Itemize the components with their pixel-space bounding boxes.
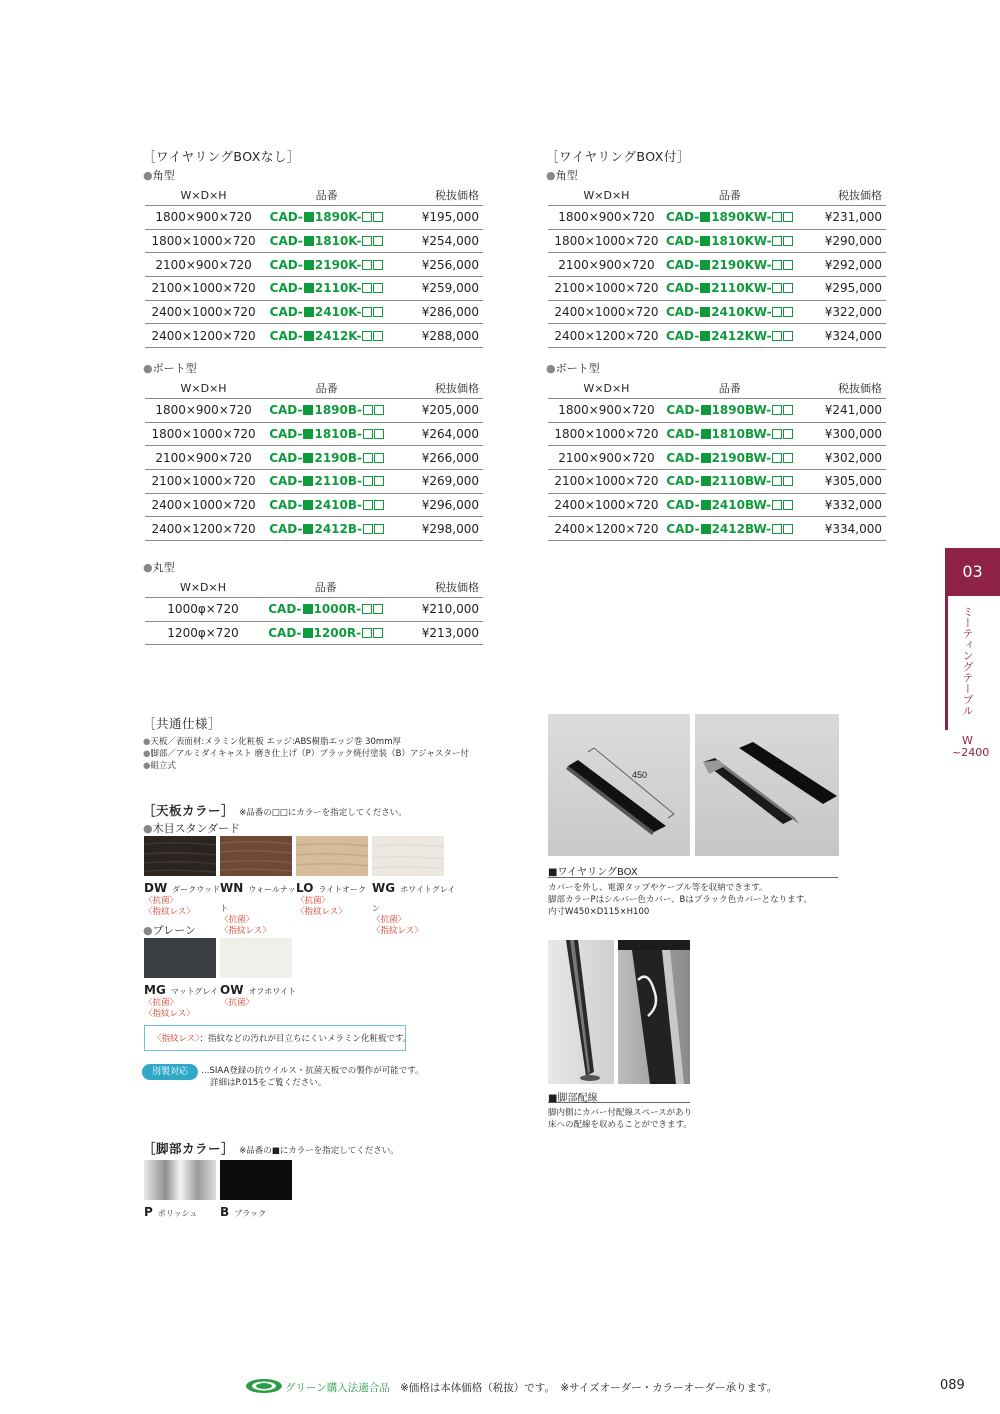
product-code-cell: CAD- 2190K- bbox=[262, 253, 391, 277]
table-row bbox=[145, 598, 483, 622]
table-row bbox=[548, 446, 886, 470]
price-cell: ¥269,000 bbox=[391, 470, 483, 494]
top-color-placeholder-icon bbox=[373, 628, 383, 638]
size-cell: 1000φ×720 bbox=[145, 598, 261, 622]
table-row bbox=[145, 470, 483, 494]
column-header: 税抜価格 bbox=[838, 382, 882, 395]
product-code-cell: CAD- 2410KW- bbox=[665, 300, 795, 324]
size-cell: 2100×1000×720 bbox=[548, 277, 665, 301]
top-color-placeholder-icon bbox=[363, 405, 373, 415]
leg-color-header bbox=[143, 1138, 399, 1157]
product-code-cell: CAD- 2410K- bbox=[262, 300, 391, 324]
table-header-row bbox=[548, 185, 886, 206]
price-cell: ¥205,000 bbox=[391, 399, 483, 423]
price-cell: ¥254,000 bbox=[391, 229, 483, 253]
product-code-cell: CAD- 2410B- bbox=[262, 493, 391, 517]
swatch-label-wn: WN ウォールナット 〈抗菌〉 〈指紋レス〉 bbox=[220, 881, 296, 936]
fingerprint-note-box bbox=[144, 1025, 412, 1051]
price-cell: ¥296,000 bbox=[391, 493, 483, 517]
swatch-off-white bbox=[220, 938, 292, 978]
column-header: 品番 bbox=[718, 382, 741, 395]
top-color-placeholder-icon bbox=[362, 307, 372, 317]
size-cell: 1800×900×720 bbox=[548, 206, 665, 230]
table-row bbox=[548, 493, 886, 517]
leg-color-placeholder-icon bbox=[304, 307, 314, 317]
size-cell: 2100×1000×720 bbox=[548, 470, 665, 494]
price-cell: ¥332,000 bbox=[795, 493, 886, 517]
top-color-placeholder-icon bbox=[783, 307, 793, 317]
price-cell: ¥266,000 bbox=[391, 446, 483, 470]
leg-color-placeholder-icon bbox=[701, 524, 711, 534]
chapter-w: W bbox=[962, 734, 973, 747]
table-row bbox=[145, 621, 483, 645]
top-color-placeholder-icon bbox=[373, 331, 383, 341]
leg-color-placeholder-icon bbox=[304, 260, 314, 270]
leg-color-placeholder-icon bbox=[303, 524, 313, 534]
leg-color-placeholder-icon bbox=[304, 283, 314, 293]
table-row bbox=[548, 324, 886, 348]
price-table-square bbox=[145, 185, 483, 348]
top-color-placeholder-icon bbox=[374, 453, 384, 463]
chapter-number: 03 bbox=[962, 562, 983, 581]
top-color-placeholder-icon bbox=[362, 331, 372, 341]
leg-color-placeholder-icon bbox=[701, 476, 711, 486]
table-header-row bbox=[548, 378, 886, 399]
table-row bbox=[145, 277, 483, 301]
leg-color-placeholder-icon bbox=[701, 405, 711, 415]
subhead-boat: ●ボート型 bbox=[143, 362, 197, 375]
section-title-no-box: ［ワイヤリングBOXなし］ bbox=[143, 149, 300, 164]
top-color-placeholder-icon bbox=[374, 500, 384, 510]
top-color-placeholder-icon bbox=[373, 260, 383, 270]
leg-wiring-caption: 脚内側にカバー付配線スペースがあり 床への配線を収めることができます。 bbox=[548, 1108, 693, 1130]
price-cell: ¥288,000 bbox=[391, 324, 483, 348]
size-cell: 1800×1000×720 bbox=[145, 422, 262, 446]
leg-label-b: B ブラック bbox=[220, 1205, 267, 1219]
price-table-square-box bbox=[548, 185, 886, 348]
price-table-boat bbox=[145, 378, 483, 541]
price-table-boat-box bbox=[548, 378, 886, 541]
chapter-tab-bar bbox=[945, 596, 948, 730]
column-header: 税抜価格 bbox=[435, 382, 479, 395]
leg-color-placeholder-icon bbox=[700, 331, 710, 341]
wood-standard-label: ●木目スタンダード bbox=[143, 822, 241, 835]
product-code-cell: CAD- 1890KW- bbox=[665, 206, 795, 230]
size-cell: 2400×1200×720 bbox=[548, 324, 665, 348]
column-header: 税抜価格 bbox=[435, 189, 479, 202]
spec-item: ●脚部／アルミダイキャスト 磨き仕上げ（P）ブラック焼付塗装（B）アジャスター付 bbox=[143, 749, 469, 759]
leg-wiring-title: ■脚部配線 bbox=[548, 1093, 598, 1104]
table-row bbox=[145, 493, 483, 517]
price-cell: ¥264,000 bbox=[391, 422, 483, 446]
swatch-dark-wood bbox=[144, 836, 216, 876]
chapter-tab bbox=[945, 548, 1000, 596]
product-code-cell: CAD- 2190KW- bbox=[665, 253, 795, 277]
table-row bbox=[548, 422, 886, 446]
size-cell: 1800×900×720 bbox=[145, 399, 262, 423]
top-color-placeholder-icon bbox=[772, 476, 782, 486]
top-color-placeholder-icon bbox=[373, 236, 383, 246]
size-cell: 2400×1200×720 bbox=[145, 517, 262, 541]
table-row bbox=[145, 324, 483, 348]
wiring-box-photo-1 bbox=[548, 714, 690, 856]
product-code-cell: CAD- 2412KW- bbox=[665, 324, 795, 348]
table-row bbox=[548, 517, 886, 541]
column-header: 税抜価格 bbox=[838, 189, 882, 202]
wiring-box-open-image bbox=[695, 714, 839, 856]
chapter-range: ~2400 bbox=[952, 746, 990, 759]
leg-image bbox=[548, 940, 614, 1084]
table-row bbox=[145, 229, 483, 253]
top-color-title: ［天板カラー］ bbox=[143, 803, 235, 818]
product-code-cell: CAD- 2110KW- bbox=[665, 277, 795, 301]
size-cell: 1800×1000×720 bbox=[548, 422, 665, 446]
top-color-header bbox=[143, 800, 407, 819]
top-color-placeholder-icon bbox=[772, 260, 782, 270]
column-header: 品番 bbox=[314, 581, 337, 594]
leg-color-placeholder-icon bbox=[303, 476, 313, 486]
price-cell: ¥195,000 bbox=[391, 206, 483, 230]
table-row bbox=[145, 446, 483, 470]
leg-color-placeholder-icon bbox=[701, 500, 711, 510]
product-code-cell: CAD- 1000R- bbox=[261, 598, 390, 622]
size-cell: 2400×1200×720 bbox=[548, 517, 665, 541]
top-color-placeholder-icon bbox=[772, 405, 782, 415]
wood-grain bbox=[220, 836, 292, 876]
top-color-placeholder-icon bbox=[772, 500, 782, 510]
top-color-placeholder-icon bbox=[783, 283, 793, 293]
wiring-box-photo-2 bbox=[695, 714, 839, 856]
top-color-placeholder-icon bbox=[783, 236, 793, 246]
size-cell: 2400×1200×720 bbox=[145, 324, 262, 348]
top-color-placeholder-icon bbox=[363, 453, 373, 463]
special-order-badge: 別製対応 bbox=[142, 1064, 198, 1080]
swatch-label-wg: WG ホワイトグレイン 〈抗菌〉 〈指紋レス〉 bbox=[372, 881, 456, 936]
column-header: W×D×H bbox=[179, 580, 227, 594]
leg-color-placeholder-icon bbox=[303, 628, 313, 638]
column-header: 税抜価格 bbox=[435, 581, 479, 594]
product-code-cell: CAD- 2412B- bbox=[262, 517, 391, 541]
price-cell: ¥305,000 bbox=[795, 470, 886, 494]
plain-label: ●プレーン bbox=[143, 924, 196, 937]
wood-grain bbox=[144, 836, 216, 876]
wiring-box-caption: カバーを外し、電源タップやケーブル等を収納できます。 脚部カラーPはシルバー色カバー、Bはブラック色カバーとなります。 内寸W450×D115×H100 bbox=[548, 883, 812, 917]
top-color-placeholder-icon bbox=[772, 453, 782, 463]
product-code-cell: CAD- 1890B- bbox=[262, 399, 391, 423]
product-code-cell: CAD- 1890BW- bbox=[665, 399, 795, 423]
top-color-placeholder-icon bbox=[783, 331, 793, 341]
column-header: 品番 bbox=[315, 382, 338, 395]
top-color-placeholder-icon bbox=[362, 283, 372, 293]
swatch-matt-gray bbox=[144, 938, 216, 978]
column-header: W×D×H bbox=[180, 381, 227, 395]
size-cell: 2400×1000×720 bbox=[145, 300, 262, 324]
product-code-cell: CAD- 1810BW- bbox=[665, 422, 795, 446]
leg-label-p: P ポリッシュ bbox=[144, 1205, 198, 1219]
top-color-placeholder-icon bbox=[783, 212, 793, 222]
footer-note: ※価格は本体価格（税抜）です。 ※サイズオーダー・カラーオーダー承ります。 bbox=[400, 1382, 778, 1394]
price-cell: ¥300,000 bbox=[795, 422, 886, 446]
table-row bbox=[548, 206, 886, 230]
leg-color-placeholder-icon bbox=[303, 429, 313, 439]
top-color-placeholder-icon bbox=[362, 236, 372, 246]
leg-color-placeholder-icon bbox=[700, 260, 710, 270]
top-color-placeholder-icon bbox=[363, 500, 373, 510]
wiring-box-title: ■ワイヤリングBOX bbox=[548, 867, 638, 878]
size-cell: 1200φ×720 bbox=[145, 621, 261, 645]
top-color-placeholder-icon bbox=[362, 260, 372, 270]
subhead-round: ●丸型 bbox=[143, 561, 175, 574]
top-color-placeholder-icon bbox=[373, 212, 383, 222]
size-cell: 2400×1000×720 bbox=[548, 300, 665, 324]
top-color-placeholder-icon bbox=[362, 212, 372, 222]
top-color-placeholder-icon bbox=[783, 429, 793, 439]
subhead-square-box: ●角型 bbox=[546, 169, 578, 182]
leg-color-placeholder-icon bbox=[303, 453, 313, 463]
table-header-row bbox=[145, 185, 483, 206]
leg-color-title: ［脚部カラー］ bbox=[143, 1141, 235, 1156]
size-cell: 2100×900×720 bbox=[548, 253, 665, 277]
table-row bbox=[548, 253, 886, 277]
price-cell: ¥324,000 bbox=[795, 324, 886, 348]
table-row bbox=[145, 422, 483, 446]
price-cell: ¥290,000 bbox=[795, 229, 886, 253]
leg-color-placeholder-icon bbox=[303, 405, 313, 415]
product-code-cell: CAD- 2190B- bbox=[262, 446, 391, 470]
top-color-placeholder-icon bbox=[783, 405, 793, 415]
top-color-placeholder-icon bbox=[772, 429, 782, 439]
column-header: W×D×H bbox=[583, 381, 630, 395]
size-cell: 1800×1000×720 bbox=[548, 229, 665, 253]
product-code-cell: CAD- 1810B- bbox=[262, 422, 391, 446]
chapter-title: ミーティングテーブル bbox=[961, 606, 974, 716]
size-cell: 1800×900×720 bbox=[145, 206, 262, 230]
swatch-walnut bbox=[220, 836, 292, 876]
top-color-placeholder-icon bbox=[374, 405, 384, 415]
top-color-placeholder-icon bbox=[772, 212, 782, 222]
leg-color-placeholder-icon bbox=[303, 500, 313, 510]
leg-color-placeholder-icon bbox=[303, 604, 313, 614]
product-code-cell: CAD- 2410BW- bbox=[665, 493, 795, 517]
leg-color-placeholder-icon bbox=[304, 236, 314, 246]
subhead-boat-box: ●ボート型 bbox=[546, 362, 600, 375]
top-color-placeholder-icon bbox=[362, 604, 372, 614]
top-color-placeholder-icon bbox=[783, 500, 793, 510]
leg-wiring-photo-1 bbox=[548, 940, 614, 1084]
price-cell: ¥259,000 bbox=[391, 277, 483, 301]
price-cell: ¥295,000 bbox=[795, 277, 886, 301]
common-spec-list bbox=[143, 736, 503, 772]
top-color-placeholder-icon bbox=[772, 524, 782, 534]
swatch-light-oak bbox=[296, 836, 368, 876]
leg-color-placeholder-icon bbox=[304, 212, 314, 222]
top-color-placeholder-icon bbox=[373, 307, 383, 317]
swatch-white-grain bbox=[372, 836, 444, 876]
leg-wiring-photo-2 bbox=[618, 940, 690, 1084]
section-title-with-box: ［ワイヤリングBOX付］ bbox=[546, 149, 690, 164]
product-code-cell: CAD- 2110K- bbox=[262, 277, 391, 301]
size-cell: 2100×900×720 bbox=[548, 446, 665, 470]
top-color-placeholder-icon bbox=[373, 604, 383, 614]
leg-color-placeholder-icon bbox=[700, 236, 710, 246]
top-color-note: ※品番の□□にカラーを指定してください。 bbox=[239, 808, 407, 818]
leg-color-placeholder-icon bbox=[700, 283, 710, 293]
price-cell: ¥256,000 bbox=[391, 253, 483, 277]
size-cell: 2400×1000×720 bbox=[548, 493, 665, 517]
wood-grain bbox=[296, 836, 368, 876]
swatch-label-mg: MG マットグレイ 〈抗菌〉 〈指紋レス〉 bbox=[144, 983, 219, 1019]
common-spec-title: ［共通仕様］ bbox=[143, 716, 222, 731]
product-code-cell: CAD- 1810KW- bbox=[665, 229, 795, 253]
top-color-placeholder-icon bbox=[783, 524, 793, 534]
product-code-cell: CAD- 2412BW- bbox=[665, 517, 795, 541]
price-cell: ¥286,000 bbox=[391, 300, 483, 324]
top-color-placeholder-icon bbox=[363, 429, 373, 439]
top-color-placeholder-icon bbox=[363, 524, 373, 534]
top-color-placeholder-icon bbox=[772, 236, 782, 246]
column-header: 品番 bbox=[718, 189, 741, 202]
table-row bbox=[145, 399, 483, 423]
table-row bbox=[548, 300, 886, 324]
size-cell: 2100×1000×720 bbox=[145, 277, 262, 301]
spec-item: ●組立式 bbox=[143, 761, 176, 771]
price-cell: ¥334,000 bbox=[795, 517, 886, 541]
green-logo-icon bbox=[245, 1378, 283, 1394]
swatch-label-ow: OW オフホワイト 〈抗菌〉 bbox=[220, 983, 297, 1008]
top-color-placeholder-icon bbox=[783, 260, 793, 270]
leg-color-placeholder-icon bbox=[700, 212, 710, 222]
swatch-polish bbox=[144, 1160, 216, 1200]
price-cell: ¥210,000 bbox=[390, 598, 483, 622]
top-color-placeholder-icon bbox=[374, 524, 384, 534]
leg-color-note: ※品番の■にカラーを指定してください。 bbox=[239, 1146, 399, 1156]
table-row bbox=[548, 399, 886, 423]
fingerprint-note: 〈指紋レス〉：指紋などの汚れが目立ちにくいメラミン化粧板です。 bbox=[153, 1034, 412, 1044]
product-code-cell: CAD- 1890K- bbox=[262, 206, 391, 230]
price-cell: ¥213,000 bbox=[390, 621, 483, 645]
price-cell: ¥241,000 bbox=[795, 399, 886, 423]
top-color-placeholder-icon bbox=[363, 476, 373, 486]
product-code-cell: CAD- 2110B- bbox=[262, 470, 391, 494]
top-color-placeholder-icon bbox=[772, 307, 782, 317]
price-table-round bbox=[145, 577, 483, 645]
price-cell: ¥231,000 bbox=[795, 206, 886, 230]
swatch-label-lo: LO ライトオーク 〈抗菌〉 〈指紋レス〉 bbox=[296, 881, 367, 917]
top-color-placeholder-icon bbox=[772, 283, 782, 293]
product-code-cell: CAD- 1200R- bbox=[261, 621, 390, 645]
price-cell: ¥322,000 bbox=[795, 300, 886, 324]
page-number: 089 bbox=[940, 1378, 965, 1393]
size-cell: 1800×900×720 bbox=[548, 399, 665, 423]
top-color-placeholder-icon bbox=[374, 476, 384, 486]
price-cell: ¥292,000 bbox=[795, 253, 886, 277]
leg-cable-image bbox=[618, 940, 690, 1084]
dimension-label: 450 bbox=[632, 770, 648, 780]
price-cell: ¥302,000 bbox=[795, 446, 886, 470]
top-color-placeholder-icon bbox=[783, 453, 793, 463]
swatch-label-dw: DW ダークウッド 〈抗菌〉 〈指紋レス〉 bbox=[144, 881, 221, 917]
table-row bbox=[548, 277, 886, 301]
top-color-placeholder-icon bbox=[362, 628, 372, 638]
top-color-placeholder-icon bbox=[373, 283, 383, 293]
top-color-placeholder-icon bbox=[772, 331, 782, 341]
top-color-placeholder-icon bbox=[783, 476, 793, 486]
product-code-cell: CAD- 2110BW- bbox=[665, 470, 795, 494]
table-row bbox=[145, 206, 483, 230]
table-row bbox=[145, 300, 483, 324]
spec-item: ●天板／表面材:メラミン化粧板 エッジ:ABS樹脂エッジ巻 30mm厚 bbox=[143, 737, 401, 747]
column-header: 品番 bbox=[315, 189, 338, 202]
column-header: W×D×H bbox=[583, 188, 630, 202]
leg-color-placeholder-icon bbox=[304, 331, 314, 341]
top-color-placeholder-icon bbox=[374, 429, 384, 439]
wiring-box-image bbox=[548, 714, 690, 856]
size-cell: 2100×1000×720 bbox=[145, 470, 262, 494]
table-row bbox=[145, 253, 483, 277]
size-cell: 2100×900×720 bbox=[145, 253, 262, 277]
column-header: W×D×H bbox=[180, 188, 227, 202]
wood-grain bbox=[372, 836, 444, 876]
leg-color-placeholder-icon bbox=[701, 429, 711, 439]
table-row bbox=[145, 517, 483, 541]
size-cell: 1800×1000×720 bbox=[145, 229, 262, 253]
price-cell: ¥298,000 bbox=[391, 517, 483, 541]
swatch-black bbox=[220, 1160, 292, 1200]
table-header-row bbox=[145, 577, 483, 598]
size-cell: 2100×900×720 bbox=[145, 446, 262, 470]
green-purchase-logo bbox=[245, 1378, 283, 1394]
special-order-text: …SIAA登録の抗ウイルス・抗菌天板での製作が可能です。 詳細はP.015をご覧ください。 bbox=[201, 1066, 424, 1088]
product-code-cell: CAD- 2412K- bbox=[262, 324, 391, 348]
table-header-row bbox=[145, 378, 483, 399]
leg-color-placeholder-icon bbox=[701, 453, 711, 463]
size-cell: 2400×1000×720 bbox=[145, 493, 262, 517]
subhead-square: ●角型 bbox=[143, 169, 175, 182]
green-purchase-label: グリーン購入法適合品 bbox=[285, 1382, 390, 1394]
product-code-cell: CAD- 1810K- bbox=[262, 229, 391, 253]
table-row bbox=[548, 229, 886, 253]
table-row bbox=[548, 470, 886, 494]
leg-color-placeholder-icon bbox=[700, 307, 710, 317]
product-code-cell: CAD- 2190BW- bbox=[665, 446, 795, 470]
